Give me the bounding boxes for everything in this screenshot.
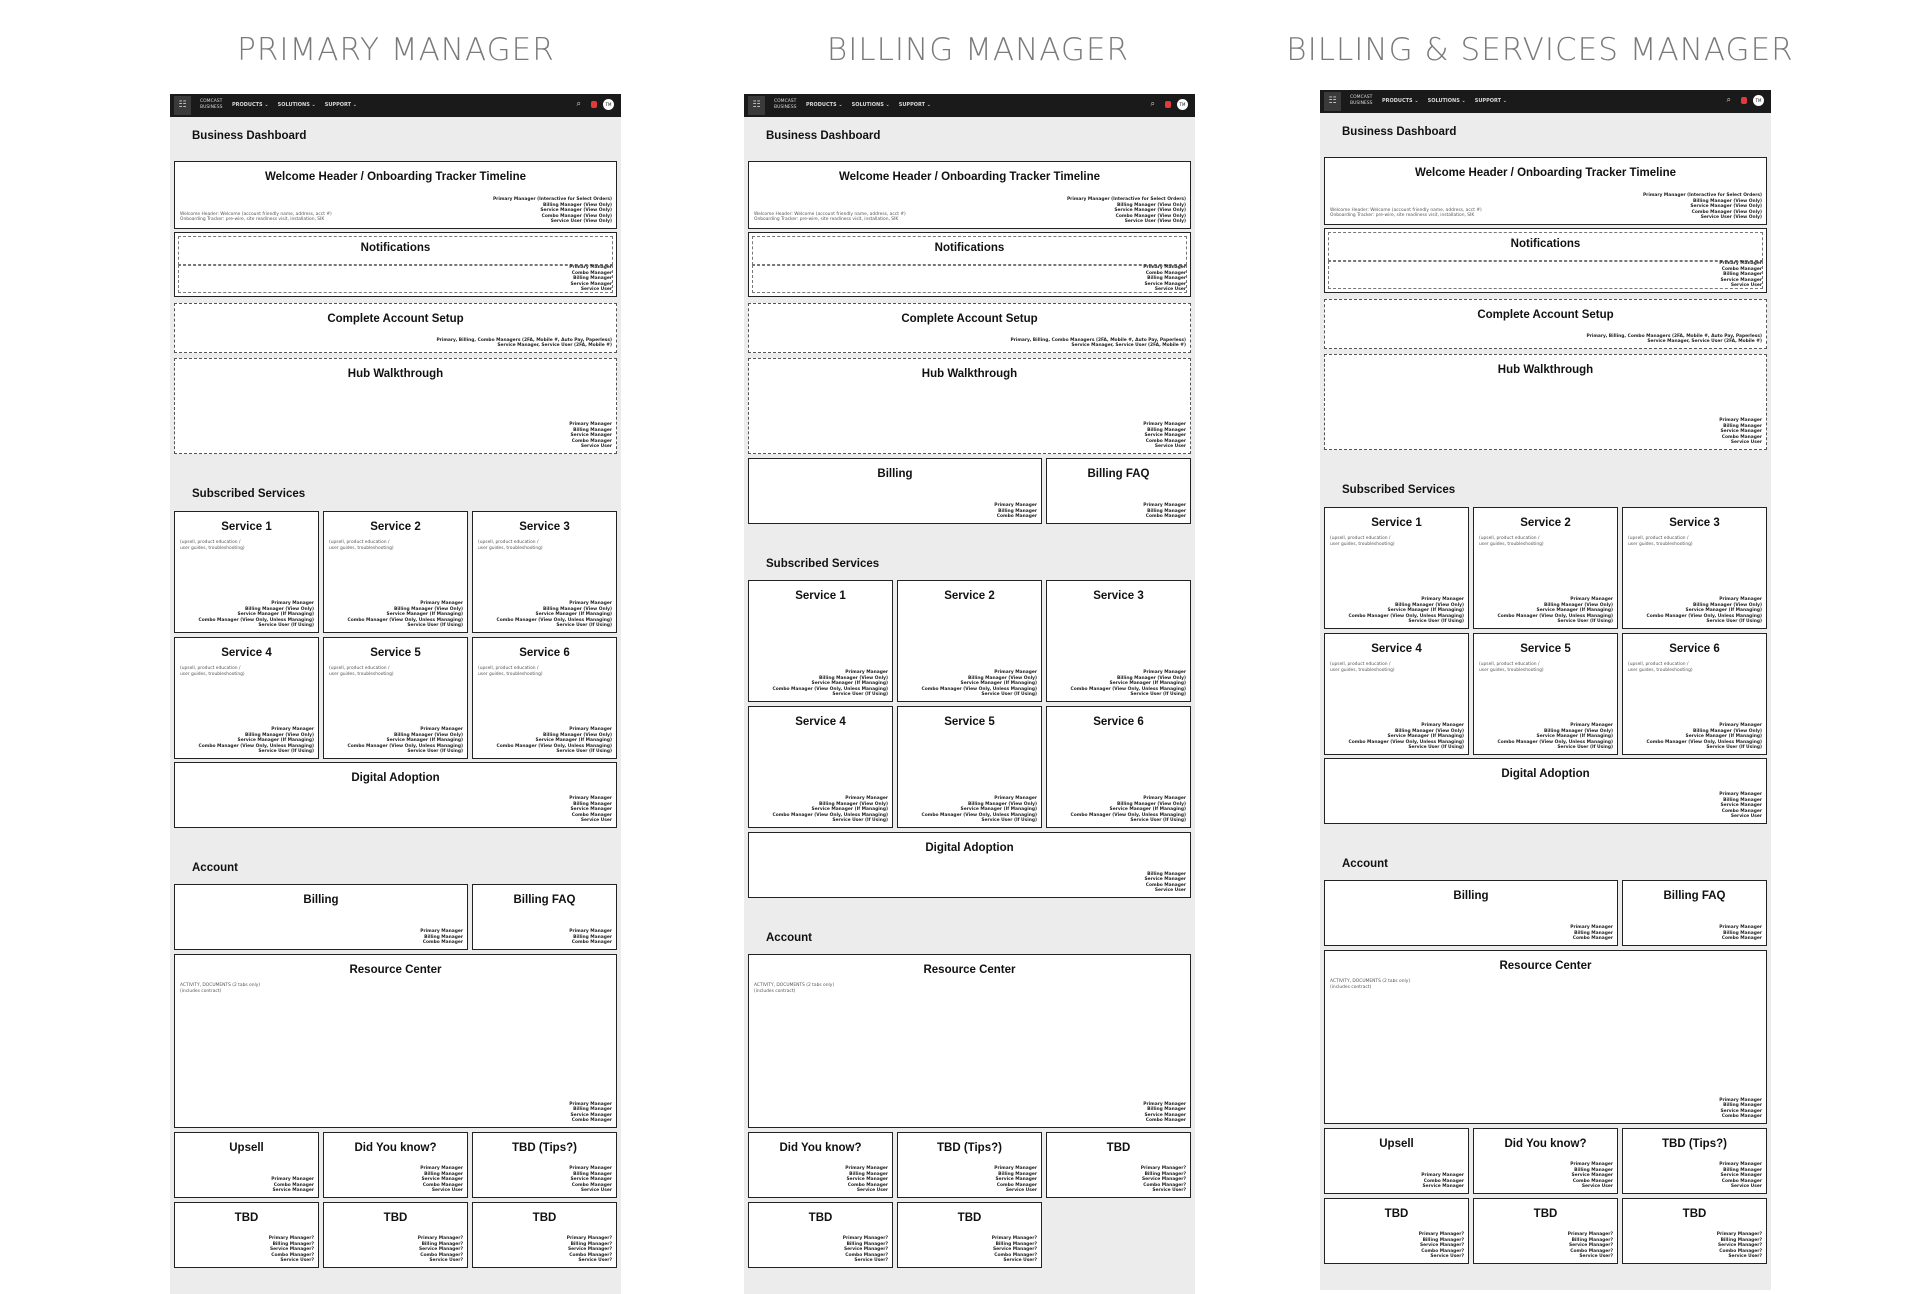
logo-line-1: COMCAST (774, 99, 797, 104)
card-title: TBD (808, 1212, 833, 1224)
card-title: TBD (1533, 1208, 1558, 1220)
upsell-card[interactable] (174, 1132, 319, 1198)
service-card-3[interactable] (1046, 580, 1191, 702)
role-access-list: Primary Manager Billing Manager Service Manager Combo Manager Service User (1719, 1162, 1762, 1190)
comcast-business-logo[interactable] (200, 99, 223, 110)
card-title: Service 5 (370, 647, 421, 659)
card-title: Service 4 (1371, 643, 1422, 655)
card-title: Service 3 (1669, 517, 1720, 529)
top-nav-bar (1320, 90, 1771, 113)
card-title: TBD (1106, 1142, 1131, 1154)
welcome-onboarding-card[interactable] (174, 161, 617, 229)
hub-walkthrough-card[interactable] (748, 358, 1191, 454)
card-title: Service 1 (795, 590, 846, 602)
role-access-list: Primary Manager Billing Manager Combo Manager (1570, 925, 1613, 942)
section-subscribed-services: Subscribed Services (192, 488, 306, 500)
role-access-list: Primary Manager Billing Manager Service Manager Combo Manager Service User (569, 1166, 612, 1194)
role-access-list: Primary Manager Billing Manager (View Only) Service Manager (If Managing) Combo Manager (View Only, Unless Managing) Service User (If Using) (1348, 723, 1464, 751)
role-access-list: Primary Manager? Billing Manager? Service Manager? Combo Manager? Service User? (842, 1236, 888, 1264)
service-card-5[interactable] (323, 637, 468, 759)
card-title: Service 1 (221, 521, 272, 533)
billing-faq-card[interactable] (1622, 880, 1767, 946)
role-access-list: Primary Manager? Billing Manager? Service Manager? Combo Manager? Service User? (1140, 1166, 1186, 1194)
card-title: Resource Center (1499, 960, 1592, 972)
service-card-2[interactable] (323, 511, 468, 633)
role-access-list: Primary Manager Billing Manager Service Manager Combo Manager Service User (1719, 418, 1762, 446)
card-title: Notifications (360, 242, 431, 254)
nav-item-support[interactable]: SUPPORT ⌄ (324, 102, 357, 108)
role-access-list: Primary Manager? Billing Manager? Service Manager? Combo Manager? Service User? (417, 1236, 463, 1264)
logo-line-1: COMCAST (1350, 95, 1373, 100)
role-access-list: Primary Manager Billing Manager (View Only) Service Manager (If Managing) Combo Manager (View Only, Unless Managing) Service User (If Using) (921, 670, 1037, 698)
role-access-list: Primary, Billing, Combo Managers (2FA, Mobile #, Auto Pay, Paperless) Service Manager, Service User (2FA, Mobile #) (1010, 337, 1186, 349)
role-access-list: Primary Manager Combo Manager Service Manager (1421, 1173, 1464, 1190)
role-access-list: Primary Manager Billing Manager Service Manager Combo Manager Service User (1143, 422, 1186, 450)
card-title: Service 6 (1093, 716, 1144, 728)
card-title: Service 2 (944, 590, 995, 602)
card-title: Hub Walkthrough (347, 368, 444, 380)
section-business-dashboard: Business Dashboard (766, 130, 881, 142)
card-title: Complete Account Setup (1477, 309, 1614, 321)
notification-slot (1328, 261, 1763, 289)
resource-center-card[interactable] (748, 954, 1191, 1128)
role-access-list: Primary Manager Billing Manager (View Only) Service Manager (If Managing) Combo Manager (View Only, Unless Managing) Service User (If Using) (496, 601, 612, 629)
card-note: (upsell, product education / user guides, troubleshooting) (1330, 662, 1395, 673)
bell-icon[interactable] (1741, 97, 1747, 104)
upsell-card[interactable] (1324, 1128, 1469, 1194)
digital-adoption-card[interactable] (748, 832, 1191, 898)
role-access-list: Primary Manager Billing Manager (View Only) Service Manager (If Managing) Combo Manager (View Only, Unless Managing) Service User (If Using) (496, 727, 612, 755)
role-access-list: Primary Manager Billing Manager (View Only) Service Manager (If Managing) Combo Manager (View Only, Unless Managing) Service User (If Using) (1497, 597, 1613, 625)
role-access-list: Primary Manager? Billing Manager? Service Manager? Combo Manager? Service User? (991, 1236, 1037, 1264)
role-access-list: Primary Manager Billing Manager (View Only) Service Manager (If Managing) Combo Manager (View Only, Unless Managing) Service User (If Using) (1497, 723, 1613, 751)
card-title: Service 6 (519, 647, 570, 659)
card-title: Service 4 (795, 716, 846, 728)
card-note: (upsell, product education / user guides, troubleshooting) (329, 540, 394, 551)
card-title: Upsell (1379, 1138, 1414, 1150)
role-access-list: Primary Manager Billing Manager (View Only) Service Manager (If Managing) Combo Manager (View Only, Unless Managing) Service User (If Using) (198, 727, 314, 755)
card-title: Digital Adoption (1501, 768, 1590, 780)
grid-menu-icon[interactable]: ☷ (1324, 92, 1341, 111)
role-access-list: Primary Manager Billing Manager (View Only) Service Manager (If Managing) Combo Manager (View Only, Unless Managing) Service User (If Using) (772, 796, 888, 824)
service-card-6[interactable] (1622, 633, 1767, 755)
logo-line-2: BUSINESS (200, 104, 223, 110)
notifications-card[interactable] (174, 232, 617, 297)
service-card-5[interactable] (897, 706, 1042, 828)
complete-account-setup-card[interactable] (1324, 299, 1767, 349)
card-note: (upsell, product education / user guides, troubleshooting) (478, 540, 543, 551)
billing-card[interactable] (748, 458, 1042, 524)
service-card-1[interactable] (748, 580, 893, 702)
card-title: Service 3 (519, 521, 570, 533)
role-access-list: Primary Manager Billing Manager Service Manager Combo Manager Service User (845, 1166, 888, 1194)
role-access-list: Primary Manager (Interactive for Select Orders) Billing Manager (View Only) Service Manager (View Only) Combo Manager (View Only) Service User (View Only) (1642, 193, 1762, 221)
role-access-list: Primary Manager Billing Manager (View Only) Service Manager (If Managing) Combo Manager (View Only, Unless Managing) Service User (If Using) (1070, 796, 1186, 824)
tbd-card-2[interactable] (1473, 1198, 1618, 1264)
resource-center-card[interactable] (174, 954, 617, 1128)
nav-menu-items (232, 102, 357, 108)
card-note: (upsell, product education / user guides, troubleshooting) (1479, 662, 1544, 673)
card-note: (upsell, product education / user guides, troubleshooting) (1628, 536, 1693, 547)
card-title: Complete Account Setup (327, 313, 464, 325)
card-title: Did You know? (354, 1142, 437, 1154)
avatar[interactable]: TM (603, 99, 614, 110)
card-title: Service 2 (370, 521, 421, 533)
card-note: (upsell, product education / user guides, troubleshooting) (180, 666, 245, 677)
tbd-card-1[interactable] (1324, 1198, 1469, 1264)
role-access-list: Primary Manager? Billing Manager? Service Manager? Combo Manager? Service User? (1716, 1232, 1762, 1260)
dashboard-mockup-3 (1320, 90, 1771, 1290)
card-note: (upsell, product education / user guides, troubleshooting) (329, 666, 394, 677)
card-note: ACTIVITY, DOCUMENTS (2 tabs only) (includes contract) (1330, 979, 1411, 990)
logo-line-2: BUSINESS (774, 104, 797, 110)
card-note: (upsell, product education / user guides, troubleshooting) (1479, 536, 1544, 547)
card-title: Billing (877, 468, 913, 480)
service-card-2[interactable] (1473, 507, 1618, 629)
service-card-2[interactable] (897, 580, 1042, 702)
card-title: Digital Adoption (351, 772, 440, 784)
digital-adoption-card[interactable] (174, 762, 617, 828)
section-business-dashboard: Business Dashboard (1342, 126, 1457, 138)
card-title: TBD (Tips?) (512, 1142, 577, 1154)
dashboard-mockup-1 (170, 94, 621, 1294)
hub-walkthrough-card[interactable] (174, 358, 617, 454)
tbd-card-1[interactable] (174, 1202, 319, 1268)
billing-card[interactable] (1324, 880, 1618, 946)
role-access-list: Primary Manager Billing Manager Service Manager Combo Manager Service User (569, 796, 612, 824)
bell-icon[interactable] (1165, 101, 1171, 108)
dashboard-mockup-2 (744, 94, 1195, 1294)
service-card-5[interactable] (1473, 633, 1618, 755)
section-account: Account (1342, 858, 1388, 870)
comcast-business-logo[interactable] (1350, 95, 1373, 106)
nav-item-solutions[interactable]: SOLUTIONS ⌄ (1427, 98, 1466, 104)
card-title: Did You know? (1504, 1138, 1587, 1150)
role-access-list: Billing Manager Service Manager Combo Manager Service User (1144, 871, 1186, 894)
role-access-list: Primary Manager? Billing Manager? Service Manager? Combo Manager? Service User? (566, 1236, 612, 1264)
section-subscribed-services: Subscribed Services (766, 558, 880, 570)
nav-item-support[interactable]: SUPPORT ⌄ (898, 102, 931, 108)
billing-faq-card[interactable] (1046, 458, 1191, 524)
role-access-list: Primary Manager Combo Manager Billing Manager Service Manager Service User (1719, 261, 1762, 289)
card-title: Hub Walkthrough (921, 368, 1018, 380)
role-access-list: Primary Manager Billing Manager (View Only) Service Manager (If Managing) Combo Manager (View Only, Unless Managing) Service User (If Using) (1070, 670, 1186, 698)
section-account: Account (766, 932, 812, 944)
card-title: Resource Center (923, 964, 1016, 976)
card-title: Service 5 (1520, 643, 1571, 655)
role-access-list: Primary Manager Billing Manager Combo Manager (420, 929, 463, 946)
top-nav-bar (744, 94, 1195, 117)
card-note: ACTIVITY, DOCUMENTS (2 tabs only) (includes contract) (180, 983, 261, 994)
role-access-list: Primary Manager Combo Manager Billing Manager Service Manager Service User (1143, 265, 1186, 293)
role-access-list: Primary, Billing, Combo Managers (2FA, Mobile #, Auto Pay, Paperless) Service Manager, Service User (2FA, Mobile #) (1586, 333, 1762, 345)
nav-item-solutions[interactable]: SOLUTIONS ⌄ (277, 102, 316, 108)
role-access-list: Primary Manager? Billing Manager? Service Manager? Combo Manager? Service User? (1567, 1232, 1613, 1260)
nav-item-support[interactable]: SUPPORT ⌄ (1474, 98, 1507, 104)
did-you-know-card[interactable] (748, 1132, 893, 1198)
tips-card[interactable] (1622, 1128, 1767, 1194)
column-title-1: PRIMARY MANAGER (237, 32, 555, 68)
role-access-list: Primary Manager? Billing Manager? Service Manager? Combo Manager? Service User? (1418, 1232, 1464, 1260)
role-access-list: Primary Manager Billing Manager Service Manager Combo Manager Service User (1719, 792, 1762, 820)
service-card-6[interactable] (1046, 706, 1191, 828)
card-title: Did You know? (779, 1142, 862, 1154)
service-card-4[interactable] (1324, 633, 1469, 755)
service-card-6[interactable] (472, 637, 617, 759)
welcome-onboarding-card[interactable] (1324, 157, 1767, 225)
grid-menu-icon[interactable]: ☷ (748, 96, 765, 115)
did-you-know-card[interactable] (323, 1132, 468, 1198)
card-title: TBD (957, 1212, 982, 1224)
card-title: Notifications (1510, 238, 1581, 250)
column-title-3: BILLING & SERVICES MANAGER (1286, 32, 1794, 68)
card-title: Billing (303, 894, 339, 906)
role-access-list: Primary Manager Combo Manager Billing Manager Service Manager Service User (569, 265, 612, 293)
role-access-list: Primary Manager Billing Manager Combo Manager (994, 503, 1037, 520)
card-title: Service 4 (221, 647, 272, 659)
card-note: ACTIVITY, DOCUMENTS (2 tabs only) (includes contract) (754, 983, 835, 994)
card-title: Digital Adoption (925, 842, 1014, 854)
column-title-2: BILLING MANAGER (826, 32, 1130, 68)
card-title: Billing (1453, 890, 1489, 902)
role-access-list: Primary Manager Billing Manager Service Manager Combo Manager (569, 1101, 612, 1124)
card-note: (upsell, product education / user guides, troubleshooting) (180, 540, 245, 551)
avatar[interactable]: TM (1177, 99, 1188, 110)
tips-card[interactable] (472, 1132, 617, 1198)
role-access-list: Primary Manager Billing Manager Service Manager Combo Manager (1143, 1101, 1186, 1124)
service-card-4[interactable] (174, 637, 319, 759)
card-note: (upsell, product education / user guides, troubleshooting) (1330, 536, 1395, 547)
card-title: Service 1 (1371, 517, 1422, 529)
resource-center-card[interactable] (1324, 950, 1767, 1124)
card-title: Service 6 (1669, 643, 1720, 655)
hub-walkthrough-card[interactable] (1324, 354, 1767, 450)
role-access-list: Primary Manager Billing Manager (View Only) Service Manager (If Managing) Combo Manager (View Only, Unless Managing) Service User (If Using) (1646, 723, 1762, 751)
nav-item-solutions[interactable]: SOLUTIONS ⌄ (851, 102, 890, 108)
service-card-3[interactable] (1622, 507, 1767, 629)
card-note: (upsell, product education / user guides, troubleshooting) (478, 666, 543, 677)
card-note: Welcome Header: Welcome (account friendly name, address, acct #) Onboarding Tracker: pre-wire, site readiness visit, installation, SIK (754, 211, 906, 223)
search-icon[interactable]: ⌕ (1150, 99, 1155, 108)
role-access-list: Primary Manager Billing Manager Combo Manager (569, 929, 612, 946)
role-access-list: Primary Manager Billing Manager Service Manager Combo Manager (1719, 1097, 1762, 1120)
billing-card[interactable] (174, 884, 468, 950)
nav-item-products[interactable]: PRODUCTS ⌄ (806, 102, 843, 108)
card-title: Billing FAQ (1087, 468, 1150, 480)
role-access-list: Primary Manager Billing Manager Service Manager Combo Manager Service User (1570, 1162, 1613, 1190)
card-title: Hub Walkthrough (1497, 364, 1594, 376)
card-title: TBD (Tips?) (937, 1142, 1002, 1154)
section-subscribed-services: Subscribed Services (1342, 484, 1456, 496)
role-access-list: Primary Manager (Interactive for Select Orders) Billing Manager (View Only) Service Manager (View Only) Combo Manager (View Only) Service User (View Only) (1066, 197, 1186, 225)
nav-item-products[interactable]: PRODUCTS ⌄ (1382, 98, 1419, 104)
tbd-card-3[interactable] (897, 1202, 1042, 1268)
section-account: Account (192, 862, 238, 874)
role-access-list: Primary Manager Billing Manager (View Only) Service Manager (If Managing) Combo Manager (View Only, Unless Managing) Service User (If Using) (921, 796, 1037, 824)
tbd-card-1[interactable] (1046, 1132, 1191, 1198)
notification-slot (178, 265, 613, 293)
did-you-know-card[interactable] (1473, 1128, 1618, 1194)
card-title: TBD (532, 1212, 557, 1224)
top-nav-bar (170, 94, 621, 117)
nav-menu-items (1382, 98, 1507, 104)
complete-account-setup-card[interactable] (748, 303, 1191, 353)
role-access-list: Primary Manager Combo Manager Service Manager (271, 1177, 314, 1194)
card-title: TBD (1384, 1208, 1409, 1220)
card-title: Service 2 (1520, 517, 1571, 529)
card-title: Notifications (934, 242, 1005, 254)
tbd-card-2[interactable] (748, 1202, 893, 1268)
service-card-1[interactable] (1324, 507, 1469, 629)
card-note: Welcome Header: Welcome (account friendly name, address, acct #) Onboarding Tracker: pre-wire, site readiness visit, installation, SIK (1330, 207, 1482, 219)
role-access-list: Primary Manager Billing Manager Combo Manager (1719, 925, 1762, 942)
notifications-card[interactable] (748, 232, 1191, 297)
role-access-list: Primary, Billing, Combo Managers (2FA, Mobile #, Auto Pay, Paperless) Service Manager, Service User (2FA, Mobile #) (436, 337, 612, 349)
grid-menu-icon[interactable]: ☷ (174, 96, 191, 115)
role-access-list: Primary Manager Billing Manager Service Manager Combo Manager Service User (994, 1166, 1037, 1194)
card-title: Billing FAQ (1663, 890, 1726, 902)
service-card-3[interactable] (472, 511, 617, 633)
card-title: Service 5 (944, 716, 995, 728)
card-title: TBD (383, 1212, 408, 1224)
service-card-1[interactable] (174, 511, 319, 633)
role-access-list: Primary Manager Billing Manager (View Only) Service Manager (If Managing) Combo Manager (View Only, Unless Managing) Service User (If Using) (1348, 597, 1464, 625)
logo-line-1: COMCAST (200, 99, 223, 104)
comcast-business-logo[interactable] (774, 99, 797, 110)
role-access-list: Primary Manager Billing Manager (View Only) Service Manager (If Managing) Combo Manager (View Only, Unless Managing) Service User (If Using) (772, 670, 888, 698)
nav-menu-items (806, 102, 931, 108)
card-title: TBD (234, 1212, 259, 1224)
role-access-list: Primary Manager Billing Manager (View Only) Service Manager (If Managing) Combo Manager (View Only, Unless Managing) Service User (If Using) (1646, 597, 1762, 625)
role-access-list: Primary Manager Billing Manager Service Manager Combo Manager Service User (420, 1166, 463, 1194)
role-access-list: Primary Manager? Billing Manager? Service Manager? Combo Manager? Service User? (268, 1236, 314, 1264)
notifications-card[interactable] (1324, 228, 1767, 293)
tips-card[interactable] (897, 1132, 1042, 1198)
billing-faq-card[interactable] (472, 884, 617, 950)
tbd-card-3[interactable] (1622, 1198, 1767, 1264)
card-title: Upsell (229, 1142, 264, 1154)
card-title: Billing FAQ (513, 894, 576, 906)
card-title: Welcome Header / Onboarding Tracker Timeline (839, 171, 1100, 183)
logo-line-2: BUSINESS (1350, 100, 1373, 106)
tbd-card-2[interactable] (323, 1202, 468, 1268)
role-access-list: Primary Manager (Interactive for Select Orders) Billing Manager (View Only) Service Manager (View Only) Combo Manager (View Only) Service User (View Only) (492, 197, 612, 225)
role-access-list: Primary Manager Billing Manager (View Only) Service Manager (If Managing) Combo Manager (View Only, Unless Managing) Service User (If Using) (198, 601, 314, 629)
card-title: Complete Account Setup (901, 313, 1038, 325)
role-access-list: Primary Manager Billing Manager Combo Manager (1143, 503, 1186, 520)
nav-item-products[interactable]: PRODUCTS ⌄ (232, 102, 269, 108)
card-title: Service 3 (1093, 590, 1144, 602)
welcome-onboarding-card[interactable] (748, 161, 1191, 229)
card-title: Welcome Header / Onboarding Tracker Timeline (1415, 167, 1676, 179)
tbd-card-3[interactable] (472, 1202, 617, 1268)
card-title: Welcome Header / Onboarding Tracker Timeline (265, 171, 526, 183)
notification-slot (752, 265, 1187, 293)
card-note: (upsell, product education / user guides, troubleshooting) (1628, 662, 1693, 673)
card-note: Welcome Header: Welcome (account friendly name, address, acct #) Onboarding Tracker: pre-wire, site readiness visit, installation, SIK (180, 211, 332, 223)
role-access-list: Primary Manager Billing Manager (View Only) Service Manager (If Managing) Combo Manager (View Only, Unless Managing) Service User (If Using) (347, 601, 463, 629)
role-access-list: Primary Manager Billing Manager (View Only) Service Manager (If Managing) Combo Manager (View Only, Unless Managing) Service User (If Using) (347, 727, 463, 755)
card-title: TBD (Tips?) (1662, 1138, 1727, 1150)
section-business-dashboard: Business Dashboard (192, 130, 307, 142)
card-title: Resource Center (349, 964, 442, 976)
avatar[interactable]: TM (1753, 95, 1764, 106)
card-title: TBD (1682, 1208, 1707, 1220)
complete-account-setup-card[interactable] (174, 303, 617, 353)
bell-icon[interactable] (591, 101, 597, 108)
service-card-4[interactable] (748, 706, 893, 828)
digital-adoption-card[interactable] (1324, 758, 1767, 824)
role-access-list: Primary Manager Billing Manager Service Manager Combo Manager Service User (569, 422, 612, 450)
search-icon[interactable]: ⌕ (1726, 95, 1731, 104)
search-icon[interactable]: ⌕ (576, 99, 581, 108)
